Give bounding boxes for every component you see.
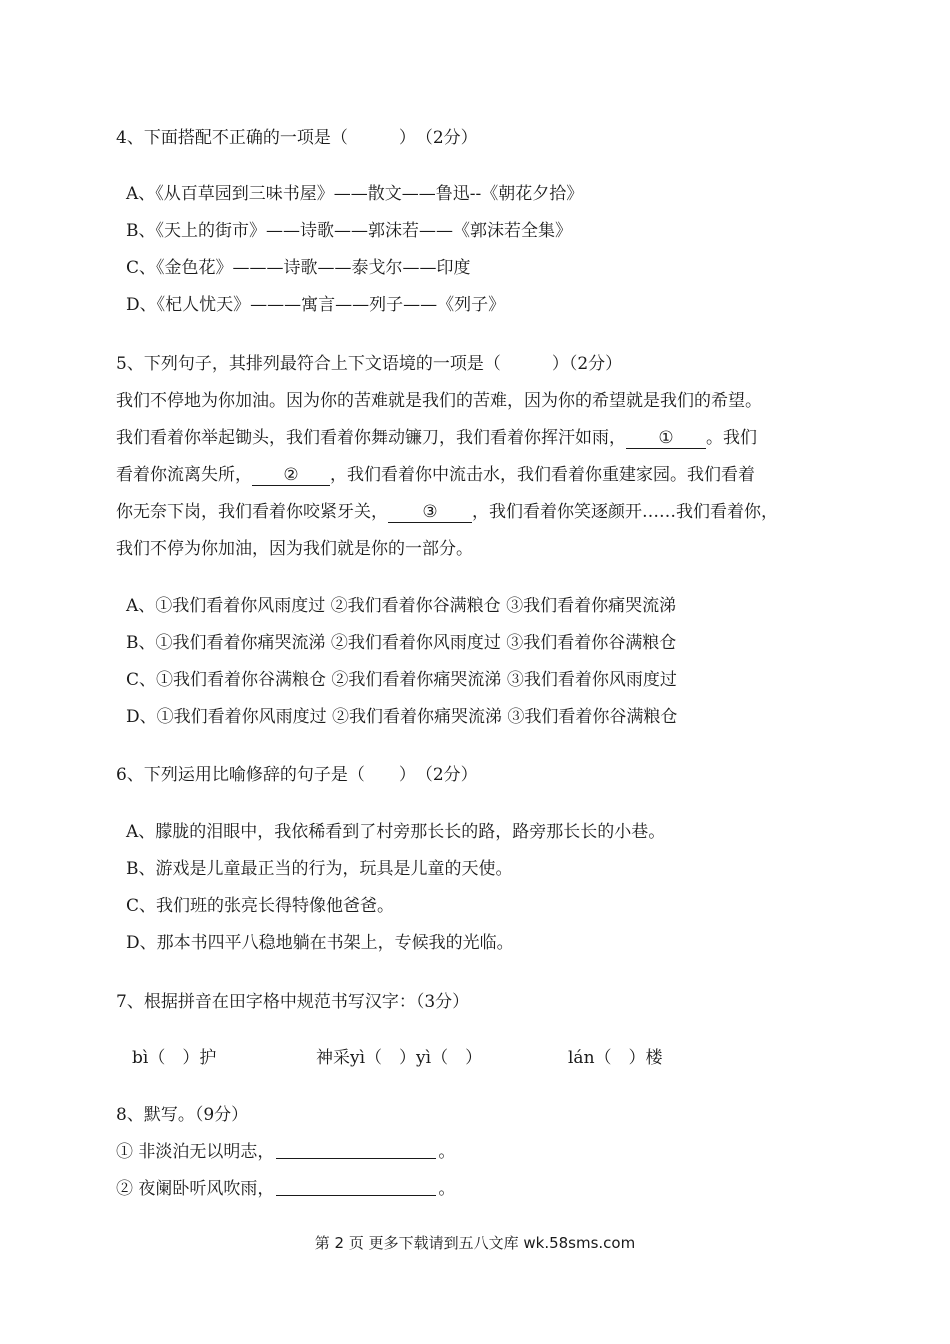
q5-passage-text: 。我们 xyxy=(706,428,757,448)
q8-stem: 8、默写。（9分） xyxy=(116,1105,249,1125)
q7-item-3: lán（ ）楼 xyxy=(568,1048,663,1068)
q4-option-b: B、《天上的街市》——诗歌——郭沫若——《郭沫若全集》 xyxy=(126,221,572,241)
q4-option-c: C、《金色花》———诗歌——泰戈尔——印度 xyxy=(126,258,471,278)
q6-option-c: C、我们班的张亮长得特像他爸爸。 xyxy=(126,896,395,916)
answer-blank xyxy=(276,1194,436,1196)
q5-passage-line-2 xyxy=(116,426,757,450)
q6-stem: 6、下列运用比喻修辞的句子是（ ） （2分） xyxy=(116,765,478,785)
q8-line-1 xyxy=(116,1140,455,1164)
q7-item-1: bì（ ）护 xyxy=(132,1048,217,1068)
q4-option-d: D、《杞人忧天》———寓言——列子——《列子》 xyxy=(126,295,506,315)
q5-passage-line-3 xyxy=(116,463,755,487)
q4-stem: 4、下面搭配不正确的一项是（ ） （2分） xyxy=(116,128,478,148)
q5-option-a: A、①我们看着你风雨度过 ②我们看着你谷满粮仓 ③我们看着你痛哭流涕 xyxy=(126,596,677,616)
q4-option-a: A、《从百草园到三味书屋》——散文——鲁迅--《朝花夕拾》 xyxy=(126,184,584,204)
q8-line-2-prompt: ② 夜阑卧听风吹雨， xyxy=(116,1179,275,1199)
q6-option-a: A、朦胧的泪眼中，我依稀看到了村旁那长长的路，路旁那长长的小巷。 xyxy=(126,822,666,842)
q5-passage-line-4 xyxy=(116,500,778,524)
q5-passage-line-1: 我们不停地为你加油。因为你的苦难就是我们的苦难，因为你的希望就是我们的希望。 xyxy=(116,391,762,411)
blank-2: ② xyxy=(252,465,330,486)
q5-passage-text: ，我们看着你笑逐颜开……我们看着你， xyxy=(472,502,778,522)
q5-option-b: B、①我们看着你痛哭流涕 ②我们看着你风雨度过 ③我们看着你谷满粮仓 xyxy=(126,633,677,653)
answer-blank xyxy=(276,1157,436,1159)
blank-3: ③ xyxy=(388,502,472,523)
q5-option-d: D、①我们看着你风雨度过 ②我们看着你痛哭流涕 ③我们看着你谷满粮仓 xyxy=(126,707,678,727)
page-footer: 第 2 页 更多下载请到五八文库 wk.58sms.com xyxy=(314,1234,636,1252)
q5-option-c: C、①我们看着你谷满粮仓 ②我们看着你痛哭流涕 ③我们看着你风雨度过 xyxy=(126,670,677,690)
q6-option-b: B、游戏是儿童最正当的行为，玩具是儿童的天使。 xyxy=(126,859,513,879)
q5-passage-text: 我们看着你举起锄头，我们看着你舞动镰刀，我们看着你挥汗如雨， xyxy=(116,428,626,448)
q8-line-1-prompt: ① 非淡泊无以明志， xyxy=(116,1142,275,1162)
q5-passage-text: 你无奈下岗，我们看着你咬紧牙关， xyxy=(116,502,388,522)
q7-stem: 7、根据拼音在田字格中规范书写汉字：（3分） xyxy=(116,992,470,1012)
blank-1: ① xyxy=(626,428,706,449)
q5-passage-line-5: 我们不停为你加油，因为我们就是你的一部分。 xyxy=(116,539,473,559)
q8-line-2-end: 。 xyxy=(438,1179,456,1199)
q5-passage-text: ，我们看着你中流击水，我们看着你重建家园。我们看着 xyxy=(330,465,755,485)
q5-passage-text: 看着你流离失所， xyxy=(116,465,252,485)
q8-line-1-end: 。 xyxy=(438,1142,456,1162)
q6-option-d: D、那本书四平八稳地躺在书架上，专候我的光临。 xyxy=(126,933,514,953)
q7-item-2: 神采yì（ ）yì（ ） xyxy=(316,1048,483,1068)
q8-line-2 xyxy=(116,1177,455,1201)
q5-stem: 5、下列句子，其排列最符合上下文语境的一项是（ ）（2分） xyxy=(116,354,623,374)
